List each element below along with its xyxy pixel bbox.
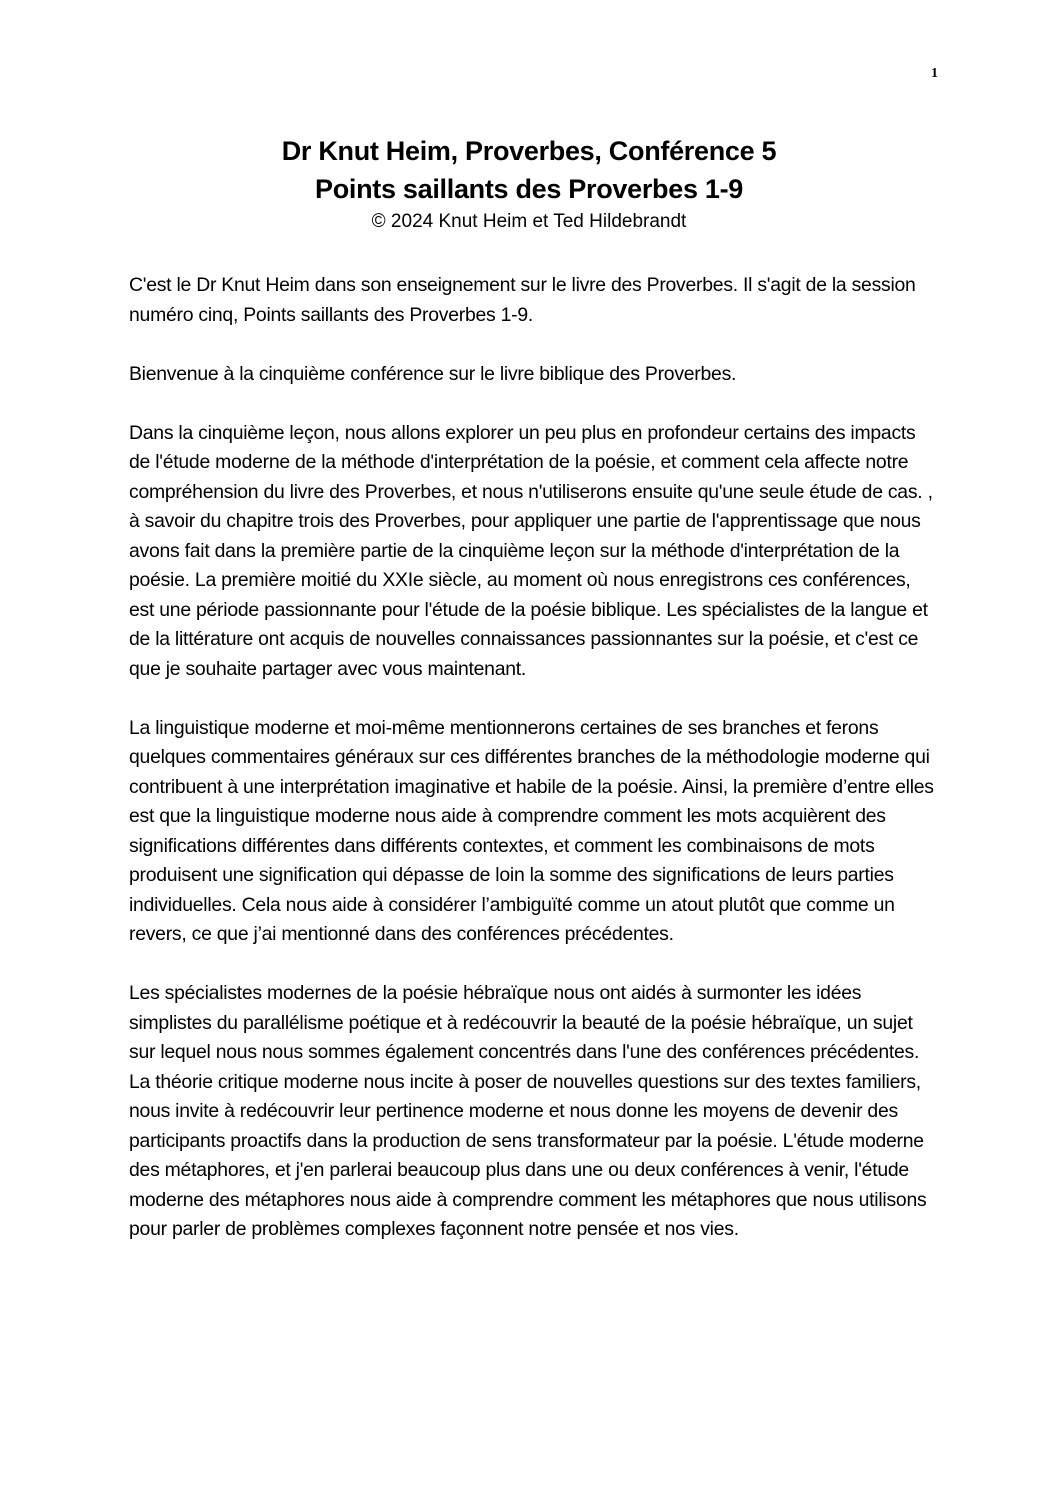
title-line-1: Dr Knut Heim, Proverbes, Conférence 5 — [281, 136, 777, 166]
document-body — [129, 271, 937, 1274]
paragraph-5: Les spécialistes modernes de la poésie hébraïque nous ont aidés à surmonter les idées simplistes du parallélisme poétique et à redécouvrir la beauté de la poésie hébraïque, un sujet sur lequel nous nous sommes également concentrés dans l'une des conférences précédentes. La théorie critique moderne nous incite à poser de nouvelles questions sur des textes familiers, nous invite à redécouvrir leur pertinence moderne et nous donne les moyens de devenir des participants proactifs dans la production de sens transformateur par la poésie. L'étude moderne des métaphores, et j'en parlerai beaucoup plus dans une ou deux conférences à venir, l'étude moderne des métaphores nous aide à comprendre comment les métaphores que nous utilisons pour parler de problèmes complexes façonnent notre pensée et nos vies. — [129, 982, 927, 1240]
title-line-2: Points saillants des Proverbes 1-9 — [315, 174, 743, 204]
page-number: 1 — [931, 66, 938, 81]
paragraph-3: Dans la cinquième leçon, nous allons explorer un peu plus en profondeur certains des impacts de l'étude moderne de la méthode d'interprétation de la poésie, et comment cela affecte notre compréhension du livre des Proverbes, et nous n'utiliserons ensuite qu'une seule étude de cas. , à savoir du chapitre trois des Proverbes, pour appliquer une partie de l'apprentissage que nous avons fait dans la première partie de la cinquième leçon sur la méthode d'interprétation de la poésie. La première moitié du XXIe siècle, au moment où nous enregistrons ces conférences, est une période passionnante pour l'étude de la poésie biblique. Les spécialistes de la langue et de la littérature ont acquis de nouvelles connaissances passionnantes sur la poésie, et c'est ce que je souhaite partager avec vous maintenant. — [129, 421, 933, 680]
paragraph-1: C'est le Dr Knut Heim dans son enseignement sur le livre des Proverbes. Il s'agit de la session numéro cinq, Points saillants des Proverbes 1-9. — [129, 274, 916, 326]
copyright-line: © 2024 Knut Heim et Ted Hildebrandt — [371, 211, 687, 232]
document-title — [0, 132, 1058, 208]
paragraph-2: Bienvenue à la cinquième conférence sur le livre biblique des Proverbes. — [129, 362, 737, 385]
document-header — [0, 132, 1058, 236]
paragraph-4: La linguistique moderne et moi-même mentionnerons certaines de ses branches et ferons quelques commentaires généraux sur ces différentes branches de la méthodologie moderne qui contribuent à une interprétation imaginative et habile de la poésie. Ainsi, la première d’entre elles est que la linguistique moderne nous aide à comprendre comment les mots acquièrent des significations différentes dans différents contextes, et comment les combinaisons de mots produisent une signification qui dépasse de loin la somme des significations de leurs parties individuelles. Cela nous aide à considérer l’ambiguïté comme un atout plutôt que comme un revers, ce que j’ai mentionné dans des conférences précédentes. — [129, 716, 934, 945]
